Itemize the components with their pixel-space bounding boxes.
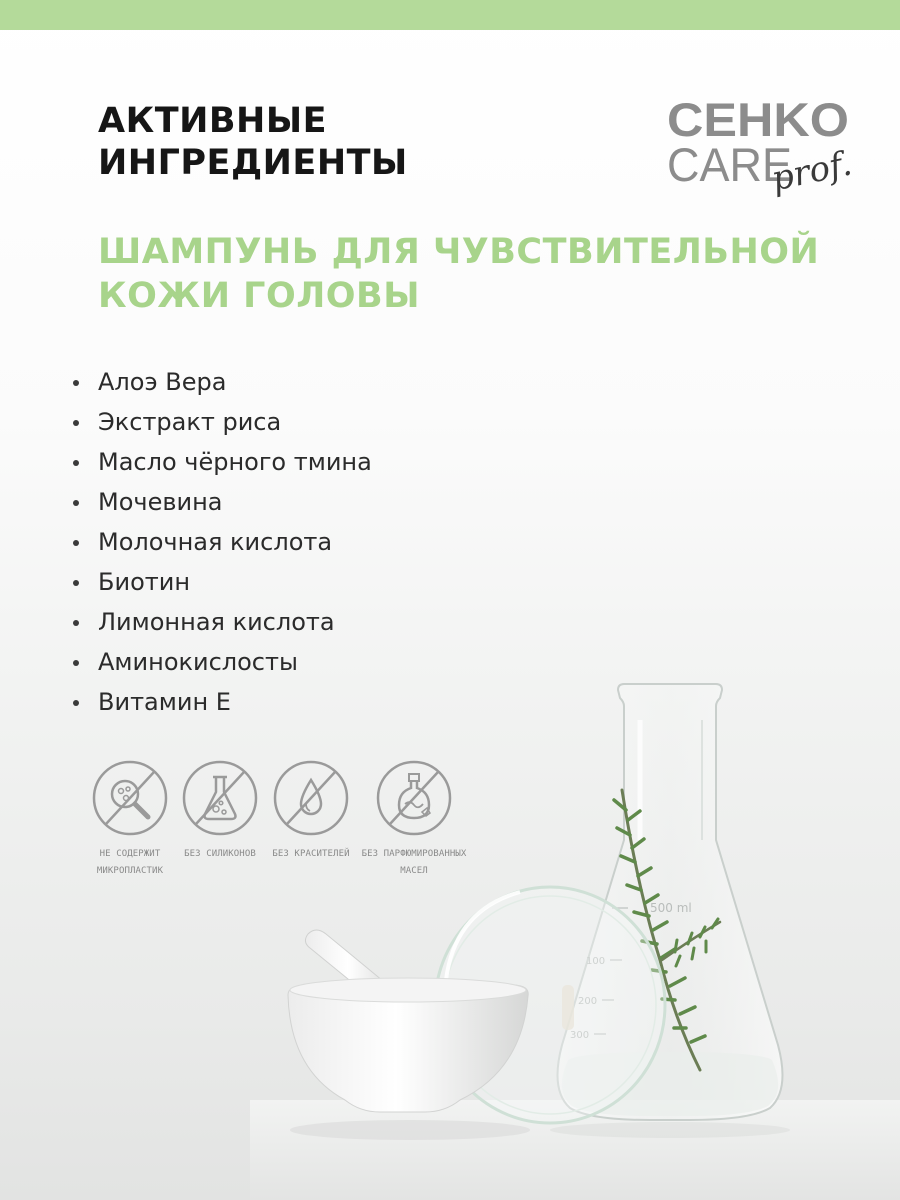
ingredient-item: Лимонная кислота [70, 602, 372, 642]
brand-logo [665, 92, 865, 212]
flask-capacity-label: 500 ml [650, 901, 692, 915]
product-name-line2: КОЖИ ГОЛОВЫ [98, 276, 421, 316]
microplastic-crossed-icon [90, 758, 170, 838]
page-title-line2: ИНГРЕДИЕНТЫ [98, 143, 408, 183]
product-name [98, 230, 819, 318]
ingredient-item: Аминокислосты [70, 642, 372, 682]
ingredient-item: Масло чёрного тмина [70, 442, 372, 482]
lab-glassware-photo [250, 660, 900, 1200]
top-accent-bar [0, 0, 900, 30]
ingredient-item: Молочная кислота [70, 522, 372, 562]
ingredient-item: Мочевина [70, 482, 372, 522]
ingredient-item: Экстракт риса [70, 402, 372, 442]
brand-logo-script: prof. [768, 143, 856, 200]
flask-tick-label: 300 [570, 1030, 590, 1041]
page-title-line1: АКТИВНЫЕ [98, 101, 328, 141]
brand-logo-line2: CARE [667, 138, 792, 191]
badge-label-line2: МИКРОПЛАСТИК [96, 866, 164, 876]
page-title [98, 100, 408, 184]
ingredient-item: Алоэ Вера [70, 362, 372, 402]
product-name-line1: ШАМПУНЬ ДЛЯ ЧУВСТВИТЕЛЬНОЙ [98, 232, 820, 272]
flask-tick-label: 200 [578, 996, 598, 1007]
badge-label-line1: БЕЗ СИЛИКОНОВ [184, 849, 256, 859]
badge-label-line1: БЕЗ ПАРФЮМИРОВАННЫХ [361, 849, 467, 859]
ingredient-item: Витамин Е [70, 682, 372, 722]
badge-label-line2: МАСЕЛ [400, 866, 428, 876]
badge-label-line1: БЕЗ КРАСИТЕЛЕЙ [272, 849, 350, 859]
silicone-flask-crossed-icon [180, 758, 260, 838]
brand-logo-line1: CEHKO [667, 93, 849, 146]
badge-label-line1: НЕ СОДЕРЖИТ [99, 849, 161, 859]
ingredient-item: Биотин [70, 562, 372, 602]
flask-tick-label: 100 [586, 956, 606, 967]
